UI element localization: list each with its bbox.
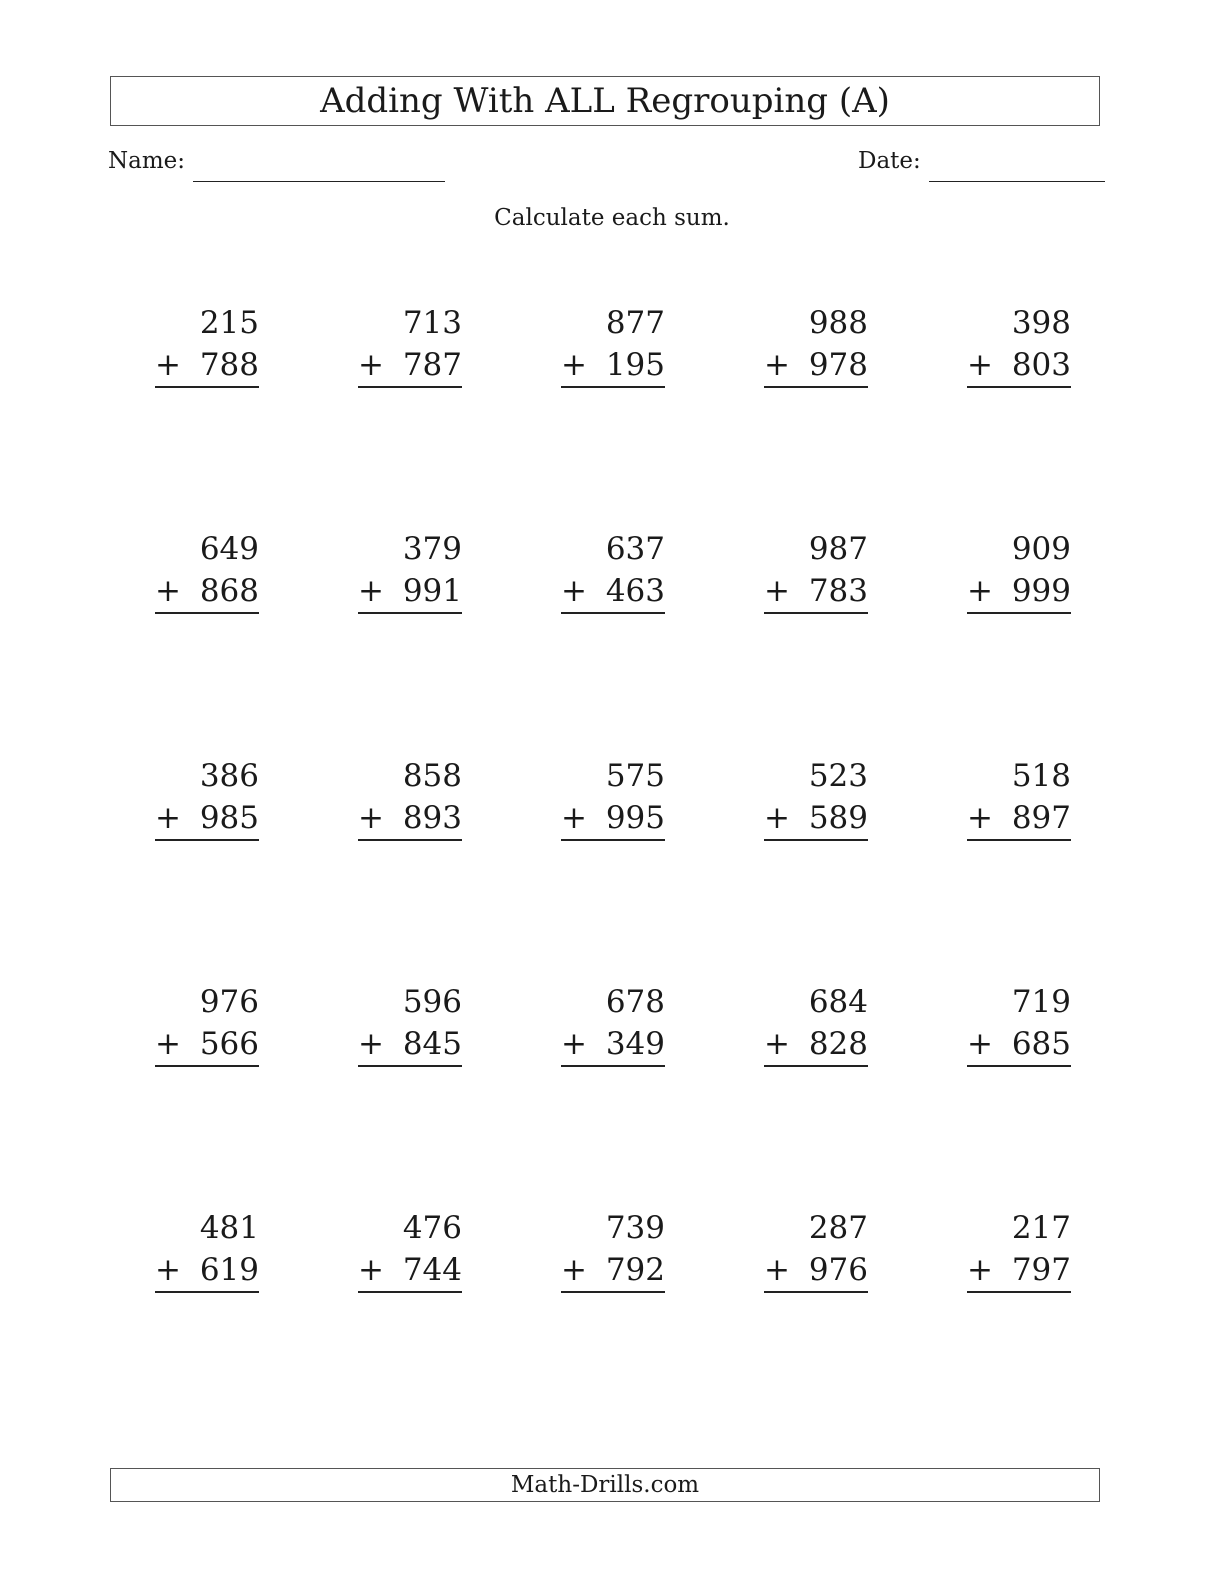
addend-top: 713: [402, 305, 462, 341]
addend-top: 476: [402, 1210, 462, 1246]
addition-problem: [967, 302, 1071, 388]
addend-bottom-row: [764, 570, 868, 614]
plus-sign: +: [967, 1026, 993, 1062]
addend-bottom: 828: [808, 1026, 868, 1062]
plus-sign: +: [561, 1252, 587, 1288]
addend-bottom: 787: [402, 347, 462, 383]
addition-problem: [561, 981, 665, 1067]
addend-bottom-row: [358, 570, 462, 614]
addend-bottom-row: [764, 344, 868, 388]
addition-problem: [561, 528, 665, 614]
addend-bottom: 566: [199, 1026, 259, 1062]
addend-bottom: 463: [605, 573, 665, 609]
addend-bottom: 976: [808, 1252, 868, 1288]
plus-sign: +: [764, 347, 790, 383]
addition-problem: [358, 528, 462, 614]
addition-problem: [155, 528, 259, 614]
addend-top: 379: [402, 531, 462, 567]
addend-bottom: 349: [605, 1026, 665, 1062]
addend-top: 739: [605, 1210, 665, 1246]
plus-sign: +: [155, 347, 181, 383]
plus-sign: +: [561, 800, 587, 836]
addition-problem: [967, 1207, 1071, 1293]
plus-sign: +: [561, 573, 587, 609]
addend-top: 575: [605, 758, 665, 794]
addend-top: 398: [1011, 305, 1071, 341]
addend-bottom: 619: [199, 1252, 259, 1288]
addend-top: 684: [808, 984, 868, 1020]
addition-problem: [561, 302, 665, 388]
addend-top: 988: [808, 305, 868, 341]
addend-bottom: 685: [1011, 1026, 1071, 1062]
addend-bottom: 999: [1011, 573, 1071, 609]
addend-bottom-row: [764, 797, 868, 841]
addend-top: 481: [199, 1210, 259, 1246]
plus-sign: +: [358, 347, 384, 383]
plus-sign: +: [358, 1026, 384, 1062]
addend-bottom-row: [967, 1249, 1071, 1293]
addend-bottom-row: [764, 1023, 868, 1067]
addend-bottom-row: [967, 1023, 1071, 1067]
plus-sign: +: [358, 573, 384, 609]
plus-sign: +: [764, 573, 790, 609]
addend-top: 523: [808, 758, 868, 794]
addend-bottom-row: [967, 570, 1071, 614]
addend-top: 386: [199, 758, 259, 794]
addition-problem: [764, 981, 868, 1067]
addition-problem: [155, 302, 259, 388]
addend-top: 287: [808, 1210, 868, 1246]
addition-problem: [764, 1207, 868, 1293]
plus-sign: +: [764, 1026, 790, 1062]
addend-bottom: 792: [605, 1252, 665, 1288]
date-label: Date:: [858, 148, 921, 174]
addend-top: 719: [1011, 984, 1071, 1020]
plus-sign: +: [358, 1252, 384, 1288]
plus-sign: +: [561, 1026, 587, 1062]
addition-problem: [358, 302, 462, 388]
name-label: Name:: [108, 148, 186, 174]
addend-bottom-row: [155, 570, 259, 614]
addend-bottom-row: [358, 1249, 462, 1293]
addition-problem: [358, 755, 462, 841]
addend-bottom: 195: [605, 347, 665, 383]
addend-top: 987: [808, 531, 868, 567]
plus-sign: +: [155, 800, 181, 836]
worksheet-title: Adding With ALL Regrouping (A): [110, 76, 1100, 126]
addition-problem: [155, 755, 259, 841]
addition-problem: [967, 528, 1071, 614]
addend-top: 678: [605, 984, 665, 1020]
addition-problem: [764, 755, 868, 841]
addend-top: 215: [199, 305, 259, 341]
addend-bottom: 893: [402, 800, 462, 836]
addend-bottom-row: [358, 1023, 462, 1067]
addend-top: 877: [605, 305, 665, 341]
addend-bottom-row: [561, 1249, 665, 1293]
addend-bottom-row: [561, 570, 665, 614]
addend-bottom: 985: [199, 800, 259, 836]
addend-bottom: 995: [605, 800, 665, 836]
addend-bottom: 845: [402, 1026, 462, 1062]
addend-bottom: 803: [1011, 347, 1071, 383]
addend-top: 518: [1011, 758, 1071, 794]
addend-bottom-row: [358, 797, 462, 841]
addend-bottom: 744: [402, 1252, 462, 1288]
addend-bottom: 589: [808, 800, 868, 836]
plus-sign: +: [764, 800, 790, 836]
addend-bottom-row: [155, 1249, 259, 1293]
footer-source: Math-Drills.com: [110, 1468, 1100, 1502]
addend-bottom-row: [967, 344, 1071, 388]
instruction-text: Calculate each sum.: [494, 205, 730, 231]
plus-sign: +: [155, 1026, 181, 1062]
plus-sign: +: [358, 800, 384, 836]
addend-bottom: 797: [1011, 1252, 1071, 1288]
addend-top: 858: [402, 758, 462, 794]
plus-sign: +: [967, 347, 993, 383]
addition-problem: [967, 755, 1071, 841]
plus-sign: +: [155, 573, 181, 609]
plus-sign: +: [967, 800, 993, 836]
addend-bottom-row: [561, 1023, 665, 1067]
addend-bottom: 783: [808, 573, 868, 609]
addend-bottom: 788: [199, 347, 259, 383]
addition-problem: [358, 981, 462, 1067]
addend-bottom: 978: [808, 347, 868, 383]
addend-bottom-row: [764, 1249, 868, 1293]
plus-sign: +: [764, 1252, 790, 1288]
addend-top: 637: [605, 531, 665, 567]
addend-bottom: 897: [1011, 800, 1071, 836]
addend-bottom-row: [561, 797, 665, 841]
addend-top: 976: [199, 984, 259, 1020]
addend-bottom-row: [967, 797, 1071, 841]
addend-bottom: 991: [402, 573, 462, 609]
addend-top: 909: [1011, 531, 1071, 567]
addend-bottom-row: [155, 344, 259, 388]
addend-bottom: 868: [199, 573, 259, 609]
addend-bottom-row: [358, 344, 462, 388]
addition-problem: [561, 755, 665, 841]
plus-sign: +: [561, 347, 587, 383]
addition-problem: [155, 981, 259, 1067]
addition-problem: [764, 302, 868, 388]
plus-sign: +: [967, 1252, 993, 1288]
addition-problem: [561, 1207, 665, 1293]
addition-problem: [358, 1207, 462, 1293]
addend-bottom-row: [561, 344, 665, 388]
addend-bottom-row: [155, 1023, 259, 1067]
addition-problem: [967, 981, 1071, 1067]
plus-sign: +: [155, 1252, 181, 1288]
addend-bottom-row: [155, 797, 259, 841]
addition-problem: [155, 1207, 259, 1293]
addition-problem: [764, 528, 868, 614]
addend-top: 596: [402, 984, 462, 1020]
addend-top: 217: [1011, 1210, 1071, 1246]
plus-sign: +: [967, 573, 993, 609]
addend-top: 649: [199, 531, 259, 567]
